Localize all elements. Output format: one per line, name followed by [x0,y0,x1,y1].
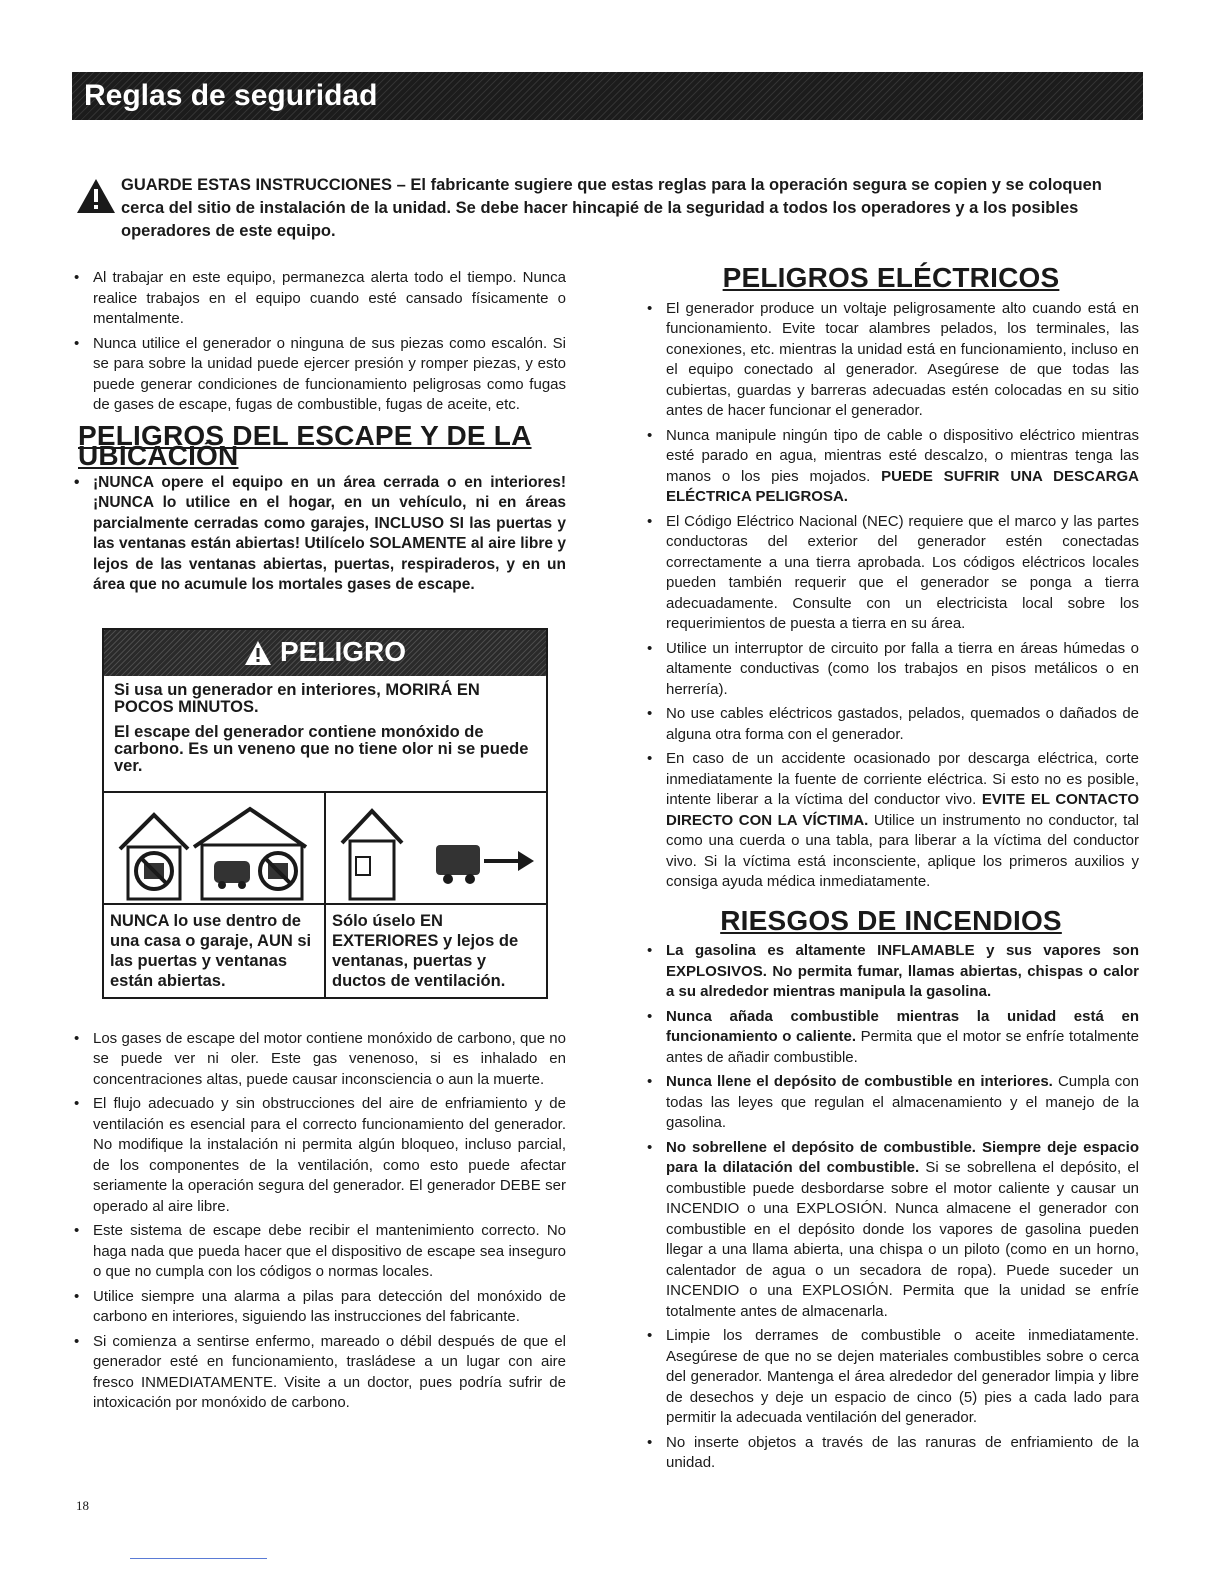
item-text: Cumpla con todas las leyes que regulan el almacenamiento y el manejo de la gasolina. [666,1073,1139,1131]
item-text: Si se sobrellena el depósito, el combustible puede desbordarse sobre el motor caliente y causar un INCENDIO o una EXPLOSIÓN. Nunca almacene el generador con combustible en el depósito donde los vapores de gasolina pueden llegar a una llama abierta, una chispa o un piloto (como en un horno, calentador de agua o un secadora de ropa). Puede suceder un INCENDIO o una EXPLOSIÓN. Permita que la unidad se enfríe totalmente antes de almacenarla. [666,1159,1139,1320]
list-item: • El generador produce un voltaje peligrosamente alto cuando está en funcionamiento. Evite tocar alambres pelados, los terminales, las conexiones, etc. mientras la unidad está en funcionamiento, incluso en el equipo conectado al generador. Asegúrese de que todas las cubiertas, guardas y barreras adecuadas estén colocadas en su sitio antes de hacer funcionar el generador. [643,299,1139,422]
no-indoor-generator-icon [114,803,314,903]
item-bold-text: Nunca añada combustible mientras la unidad está en funcionamiento o caliente. [666,1007,1139,1045]
right-column [643,262,1139,1478]
list-item [643,941,1139,1003]
intro-text: GUARDE ESTAS INSTRUCCIONES – El fabricante sugiere que estas reglas para la operación segura se copien y se coloquen cerca del sitio de instalación de la unidad. Se debe hacer hincapié de la seguridad a todos los operadores y a los posibles operadores de este equipo. [121,176,1102,240]
fire-bullets [643,941,1139,1474]
danger-label: PELIGRO [279,636,406,668]
warning-triangle-icon [76,178,116,214]
outdoor-pictogram [326,793,546,905]
list-item: • No use cables eléctricos gastados, pelados, quemados o dañados de alguna otra forma con el generador. [643,704,1139,745]
danger-box [102,628,548,999]
outdoor-generator-icon [336,803,536,903]
page-number: 18 [76,1498,89,1513]
list-item: • No inserte objetos a través de las ranuras de enfriamiento de la unidad. [643,1433,1139,1474]
exhaust-section-title: PELIGROS DEL ESCAPE Y DE LA UBICACIÓN [78,419,532,471]
outdoor-cell [324,793,546,997]
item-text: Utilice un instrumento no conductor, tal como una cuerda o una tabla, para liberar a la víctima del conductor vivo. Si la víctima está inconsciente, aplique los primeros auxilios y consiga ayuda médica inmediatamente. [666,811,1139,890]
outdoor-caption: Sólo úselo EN EXTERIORES y lejos de ventanas, puertas y ductos de ventilación. [332,911,519,990]
fire-section-title: RIESGOS DE INCENDIOS [720,904,1062,936]
electric-bullets [643,299,1139,893]
indoor-prohibited-pictogram [104,793,324,905]
list-item: • Los gases de escape del motor contiene monóxido de carbono, que no se puede ver ni oler. Este gas venenoso, si es inhalado en concentraciones altas, puede causar inconsciencia o aun la muerte. [70,1029,566,1091]
warning-triangle-icon [244,640,272,666]
general-bullets [70,268,566,416]
item-bold-text: La gasolina es altamente INFLAMABLE y sus vapores son EXPLOSIVOS. No permita fumar, llamas abiertas, chispas o calor a su alrededor mientras manipula la gasolina. [666,942,1139,1000]
item-bold-text: No sobrellene el depósito de combustible. Siempre deje espacio para la dilatación del combustible. [666,1138,1139,1176]
item-text: Permita que el motor se enfríe totalmente antes de añadir combustible. [666,1028,1139,1066]
list-item [643,426,1139,508]
list-item: • Nunca utilice el generador o ninguna de sus piezas como escalón. Si se para sobre la unidad puede ejercer presión y romper piezas, y esto puede generar condiciones de funcionamiento peligrosas como fugas de gases de escape, fugas de combustible, fugas de aceite, etc. [70,334,566,416]
list-item [643,749,1139,893]
list-item: • Limpie los derrames de combustible o aceite inmediatamente. Asegúrese de que no se dejen materiales combustibles sobre o cerca del generador. Mantenga el área alrededor del generador limpia y libre de desechos y deje un espacio de cinco (5) pies a cada lado para permitir la adecuada ventilación del generador. [643,1326,1139,1429]
list-item [643,1138,1139,1323]
item-bold-text: Nunca llene el depósito de combustible en interiores. [666,1073,1053,1090]
list-item [643,1007,1139,1069]
footer-divider [130,1558,267,1559]
section-title: Reglas de seguridad [84,79,378,112]
danger-line-2: El escape del generador contiene monóxido de carbono. Es un veneno que no tiene olor ni se puede ver. [114,722,529,775]
list-item [643,1072,1139,1134]
item-text: Nunca manipule ningún tipo de cable o dispositivo eléctrico mientras esté parado en agua, mientras esté descalzo, o mientras tenga las manos o los pies mojados. [666,426,1139,485]
exhaust-bullets [70,1029,566,1414]
list-item: • Si comienza a sentirse enfermo, mareado o débil después de que el generador esté en funcionamiento, trasládese a un lugar con aire fresco INMEDIATAMENTE. Visite a un doctor, pues podría sufrir de intoxicación por monóxido de carbono. [70,1332,566,1414]
danger-line-1: Si usa un generador en interiores, MORIRÁ EN POCOS MINUTOS. [114,680,480,716]
item-text: En caso de un accidente ocasionado por descarga eléctrica, corte inmediatamente la fuente de corriente eléctrica. Si esto no es posible, intente liberar a la víctima del conductor vivo. [666,750,1139,808]
indoor-cell [104,793,324,997]
electric-section-title: PELIGROS ELÉCTRICOS [722,262,1060,293]
section-header [72,72,1143,120]
list-item: • Al trabajar en este equipo, permanezca alerta todo el tiempo. Nunca realice trabajos en el equipo cuando esté cansado físicamente o mentalmente. [70,268,566,330]
item-bold-text: PUEDE SUFRIR UNA DESCARGA ELÉCTRICA PELIGROSA. [666,467,1139,505]
item-bold-text: EVITE EL CONTACTO DIRECTO CON LA VÍCTIMA. [666,791,1139,829]
danger-message [104,676,546,793]
list-item: • Este sistema de escape debe recibir el mantenimiento correcto. No haga nada que pueda hacer que el dispositivo de escape sea inseguro o que no cumpla con los códigos o normas locales. [70,1221,566,1283]
intro-warning [76,174,1146,243]
indoor-caption: NUNCA lo use dentro de una casa o garaje, AUN si las puertas y ventanas están abiertas. [110,911,312,990]
exhaust-bold-bullets [70,473,566,596]
left-column [70,268,566,1418]
list-item: • El flujo adecuado y sin obstrucciones del aire de enfriamiento y de ventilación es esencial para el correcto funcionamiento del generador. No modifique la instalación ni permita algún bloqueo, incluso parcial, de los componentes de la ventilación, como esto puede afectar seriamente la operación segura del generador. El generador DEBE ser operado al aire libre. [70,1094,566,1217]
list-item: • ¡NUNCA opere el equipo en un área cerrada o en interiores! ¡NUNCA lo utilice en el hogar, en un vehículo, ni en áreas parcialmente cerradas como garajes, INCLUSO SI las puertas y las ventanas están abiertas! Utilícelo SOLAMENTE al aire libre y lejos de las ventanas abiertas, puertas, respiraderos, y en un área que no acumule los mortales gases de escape. [70,473,566,596]
list-item: • Utilice un interruptor de circuito por falla a tierra en áreas húmedas o altamente conductivas (como los trabajos en pisos metálicos o en herrería). [643,639,1139,701]
list-item: • El Código Eléctrico Nacional (NEC) requiere que el marco y las partes conductoras del exterior del generador estén conectadas correctamente a una tierra aprobada. Los códigos eléctricos locales pueden también requerir que el generador se ponga a tierra adecuadamente. Consulte con un electricista local sobre los requerimientos de puesta a tierra en su área. [643,512,1139,635]
danger-pictograms [104,793,546,997]
danger-header [104,630,546,676]
list-item: • Utilice siempre una alarma a pilas para detección del monóxido de carbono en interiores, siguiendo las instrucciones del fabricante. [70,1287,566,1328]
